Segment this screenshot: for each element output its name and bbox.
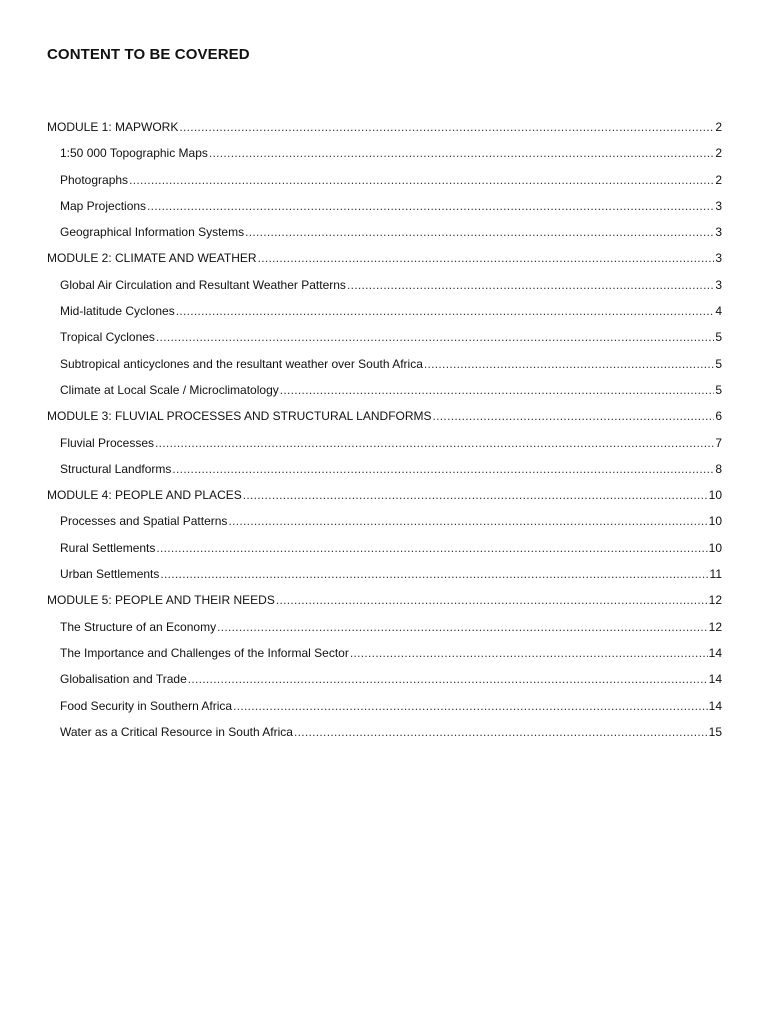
toc-page-number: 15 [708,724,722,739]
toc-section-entry[interactable] [47,171,722,197]
toc-page-number: 3 [715,225,722,240]
toc-module-entry[interactable] [47,249,722,275]
toc-dot-leader [280,381,715,399]
toc-entry-label: Urban Settlements [60,567,160,582]
toc-dot-leader [179,118,714,136]
toc-dot-leader [294,723,708,741]
toc-dot-leader [217,618,708,636]
toc-page-number: 5 [715,382,722,397]
toc-entry-label: Global Air Circulation and Resultant Weather Patterns [60,277,346,292]
toc-page-number: 14 [708,698,722,713]
toc-entry-label: Water as a Critical Resource in South Africa [60,724,293,739]
toc-entry-label: MODULE 3: FLUVIAL PROCESSES AND STRUCTURAL LANDFORMS [47,409,432,424]
toc-page-number: 2 [715,172,722,187]
toc-module-entry[interactable] [47,591,722,617]
toc-dot-leader [347,276,714,294]
toc-dot-leader [233,697,708,715]
toc-entry-label: Rural Settlements [60,540,156,555]
toc-dot-leader [258,249,715,267]
toc-entry-label: The Importance and Challenges of the Informal Sector [60,645,349,660]
toc-dot-leader [209,144,714,162]
page-title: CONTENT TO BE COVERED [47,46,250,63]
toc-entry-label: MODULE 4: PEOPLE AND PLACES [47,488,242,503]
toc-section-entry[interactable] [47,197,722,223]
toc-page-number: 10 [708,488,722,503]
toc-page-number: 14 [708,672,722,687]
toc-module-entry[interactable] [47,407,722,433]
toc-dot-leader [155,434,714,452]
toc-section-entry[interactable] [47,644,722,670]
toc-section-entry[interactable] [47,539,722,565]
toc-section-entry[interactable] [47,355,722,381]
toc-section-entry[interactable] [47,276,722,302]
toc-page-number: 6 [715,409,722,424]
toc-section-entry[interactable] [47,144,722,170]
toc-dot-leader [433,407,715,425]
toc-page-number: 5 [715,356,722,371]
toc-section-entry[interactable] [47,381,722,407]
toc-entry-label: Processes and Spatial Patterns [60,514,228,529]
toc-dot-leader [176,302,715,320]
toc-entry-label: Subtropical anticyclones and the resultant weather over South Africa [60,356,423,371]
toc-module-entry[interactable] [47,118,722,144]
toc-section-entry[interactable] [47,697,722,723]
toc-page-number: 12 [708,593,722,608]
toc-module-entry[interactable] [47,486,722,512]
toc-dot-leader [156,328,714,346]
toc-section-entry[interactable] [47,618,722,644]
toc-section-entry[interactable] [47,223,722,249]
toc-entry-label: Geographical Information Systems [60,225,245,240]
toc-section-entry[interactable] [47,302,722,328]
toc-entry-label: Tropical Cyclones [60,330,155,345]
toc-dot-leader [188,670,708,688]
toc-section-entry[interactable] [47,512,722,538]
toc-dot-leader [350,644,708,662]
toc-page-number: 12 [708,619,722,634]
table-of-contents [47,118,722,749]
toc-page-number: 2 [715,146,722,161]
toc-page-number: 10 [708,540,722,555]
toc-dot-leader [424,355,714,373]
toc-entry-label: Map Projections [60,198,147,213]
toc-page-number: 5 [715,330,722,345]
toc-entry-label: Globalisation and Trade [60,672,187,687]
toc-entry-label: The Structure of an Economy [60,619,217,634]
toc-dot-leader [160,565,708,583]
toc-page-number: 3 [715,251,722,266]
toc-dot-leader [129,171,714,189]
toc-dot-leader [147,197,714,215]
toc-dot-leader [228,512,707,530]
toc-entry-label: Food Security in Southern Africa [60,698,233,713]
toc-dot-leader [245,223,714,241]
toc-page-number: 4 [715,304,722,319]
toc-page-number: 3 [715,277,722,292]
toc-dot-leader [156,539,707,557]
toc-entry-label: Photographs [60,172,129,187]
toc-section-entry[interactable] [47,434,722,460]
toc-section-entry[interactable] [47,670,722,696]
toc-entry-label: MODULE 2: CLIMATE AND WEATHER [47,251,257,266]
toc-page-number: 8 [715,461,722,476]
toc-dot-leader [243,486,708,504]
toc-section-entry[interactable] [47,565,722,591]
toc-entry-label: Structural Landforms [60,461,172,476]
toc-dot-leader [172,460,714,478]
toc-page-number: 3 [715,198,722,213]
toc-page-number: 11 [709,567,722,582]
toc-page-number: 14 [708,645,722,660]
toc-entry-label: MODULE 1: MAPWORK [47,120,179,134]
toc-page-number: 7 [715,435,722,450]
toc-entry-label: 1:50 000 Topographic Maps [60,146,208,161]
toc-page-number: 2 [715,120,722,134]
toc-section-entry[interactable] [47,460,722,486]
toc-dot-leader [276,591,708,609]
toc-section-entry[interactable] [47,328,722,354]
toc-page-number: 10 [708,514,722,529]
toc-entry-label: MODULE 5: PEOPLE AND THEIR NEEDS [47,593,275,608]
toc-entry-label: Fluvial Processes [60,435,155,450]
toc-section-entry[interactable] [47,723,722,749]
toc-entry-label: Mid-latitude Cyclones [60,304,175,319]
toc-entry-label: Climate at Local Scale / Microclimatology [60,382,279,397]
